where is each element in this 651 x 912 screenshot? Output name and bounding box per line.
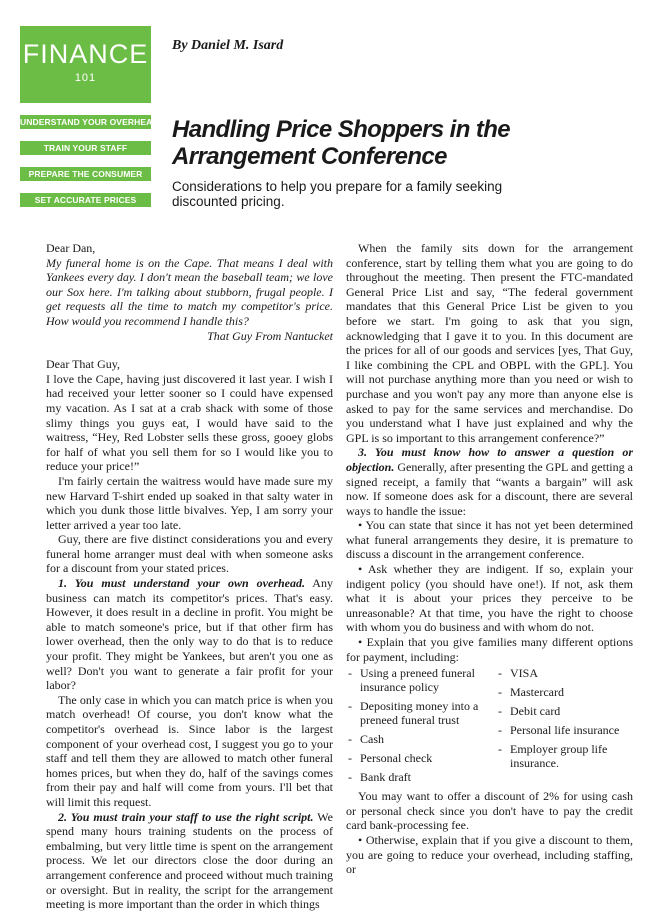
point-heading: 3. You must know how to answer a question or objection. [346,445,633,474]
bullet-paragraph: • Explain that you give families many different options for payment, including: [346,635,633,664]
bullet-paragraph: • You can state that since it has not yet been determined what funeral arrangements they desire, it is premature to discuss a discount in the arrangement conference. [346,518,633,562]
topic-tag: UNDERSTAND YOUR OVERHEAD [20,117,159,127]
letter-signature: That Guy From Nantucket [207,328,333,343]
paragraph-text: Generally, after presenting the GPL and getting a signed receipt, a family that “wants a bargain” will ask now. If someone does ask for a discount, there are several ways to handle the issue: [346,459,633,518]
paragraph [46,576,333,693]
paragraph-text: Any business can match its competitor's prices. That's easy. However, it does result in a decline in profit. You might be able to match someone's price, but if that other firm has lower overhead, then the only way to do that is to reduce your profit. They might be Yankees, but aren't you one as well? Don't you want to generate a fair profit for your labor? [46,576,333,693]
left-column [46,241,333,912]
section-number: 101 [74,72,97,84]
list-item: - Personal check [346,751,496,765]
article-deck: Considerations to help you prepare for a family seeking discounted pricing. [172,179,503,209]
byline: By Daniel M. Isard [172,38,284,53]
list-item: - Cash [346,732,496,746]
list-item: - Depositing money into a preneed funeral trust [346,699,496,727]
list-item: - Bank draft [346,770,496,784]
topic-tag: PREPARE THE CONSUMER [20,167,151,181]
list-item: - Debit card [496,704,631,718]
payment-list-right [496,666,631,789]
topic-list [20,115,159,219]
paragraph: The only case in which you can match price is when you match overhead! Of course, you don't know what the competitor's overhead is. Since labor is the largest component of your overhead cost, I suggest you go to your staff and tell them they are allowed to match other funeral homes prices, but when they do, half of the savings comes from their pay and half will come from yours. I'll bet that will limit this request. [46,692,333,809]
payment-options [346,666,633,789]
list-item: - Personal life insurance [496,723,631,737]
bullet-paragraph: • Otherwise, explain that if you give a discount to them, you are going to reduce your overhead, including staffing, or [346,833,633,877]
paragraph-text: We spend many hours training students on the process of embalming, but very little time is spent on the arrangement process. We let our directors close the door during an arrangement conference and proceed without much training or oversight. But in reality, the script for the arrangement meeting is more important than the order in which things [46,809,333,912]
section-title: FINANCE [22,39,149,69]
list-item: - Mastercard [496,685,631,699]
list-item: - VISA [496,666,631,680]
paragraph: You may want to offer a discount of 2% for using cash or personal check since you don't have to pay the credit card bank-processing fee. [346,789,633,833]
topic-tag: SET ACCURATE PRICES [20,193,151,207]
paragraph [346,445,633,518]
paragraph: I'm fairly certain the waitress would have made sure my new Harvard T-shirt ended up soaked in that salty water in which you dunk those little bivalves. Yep, I am sorry your letter arrived a year too late. [46,473,333,532]
bullet-paragraph: • Ask whether they are indigent. If so, explain your indigent policy (you should have one!). If not, ask them what it is about your prices they perceive to be unreasonable? At that time, you have the right to choose with whom you do business and with whom do not. [346,562,633,635]
paragraph [46,810,333,912]
point-heading: 1. You must understand your own overhead. [58,576,305,591]
list-item: - Using a preneed funeral insurance policy [346,666,496,694]
letter-body: My funeral home is on the Cape. That means I deal with Yankees every day. I don't mean the baseball team; we love our Sox here. I'm talking about stubborn, frugal people. I get requests all the time to match my competitor's price. How would you recommend I handle this? [46,255,333,328]
section-badge [20,26,151,103]
article-headline: Handling Price Shoppers in the Arrangement Conference [172,116,511,170]
reply-salutation: Dear That Guy, [46,357,120,372]
point-heading: 2. You must train your staff to use the right script. [58,809,314,824]
payment-list-left [346,666,496,789]
paragraph: When the family sits down for the arrangement conference, start by telling them what you are going to do throughout the meeting. Then present the FTC-mandated General Price List and say, “The federal government mandates that this General Price List be given to you before we start. I'm going to ask that you sign, acknowledging that I gave it to you. In this document are the prices for all of our goods and services [yes, That Guy, I like combining the CPL and OBPL with the GPL]. You will not purchase anything more than you need or wish to purchase and you won't pay any more than anyone else is asked to pay for the same services and merchandise. Do you understand what I have just explained and why the GPL is so important to this arrangement conference?” [346,241,633,445]
list-item: - Employer group life insurance. [496,742,631,770]
paragraph: Guy, there are five distinct considerations you and every funeral home arranger must deal with when someone asks for a discount from your stated prices. [46,532,333,576]
paragraph: I love the Cape, having just discovered it last year. I wish I had received your letter sooner so I could have expensed my vacation. As I sat at a crab shack with some of those slimy things you guys eat, I would have said to the waitress, “Hey, Red Lobster sells these gross, gooey globs for half of what you sell them for so I would like you to reduce your price!” [46,371,333,474]
letter-salutation: Dear Dan, [46,241,96,255]
right-column [346,241,633,877]
topic-tag: TRAIN YOUR STAFF [20,141,151,155]
